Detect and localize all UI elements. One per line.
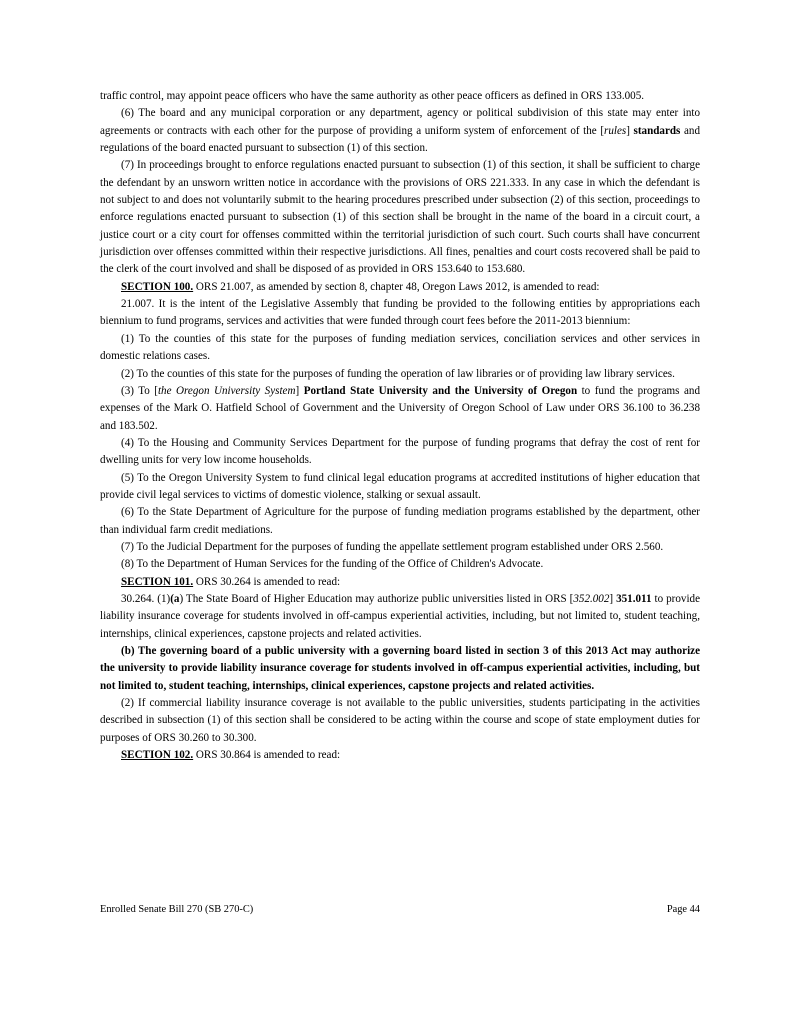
text-run: (7) In proceedings brought to enforce regulations enacted pursuant to subsection (1) of this section, it shall be sufficient to charge the defendant by an unsworn written notice in accordance with the provisions of ORS 221.333. In any case in which the defendant is not subject to and does not voluntarily submit to the hearing procedures prescribed under subsection (2) of this section, proceedings to enforce regulations enacted pursuant to subsection (1) of this section shall be brought in the name of the board in a circuit court, a justice court or a city court for offenses committed within the territorial jurisdiction of such court. Such courts shall have concurrent jurisdiction over offenses committed within their respective jurisdictions. All fines, penalties and court costs recovered shall be paid to the clerk of the court involved and shall be disposed of as provided in ORS 153.640 to 153.680.	[100, 159, 700, 276]
paragraph-p-21-007-1	[100, 331, 700, 366]
paragraph-p-section-100	[100, 279, 700, 296]
text-run: (1) To the counties of this state for the purposes of funding mediation services, conciliation services and other services in domestic relations cases.	[100, 332, 700, 363]
paragraph-p-30-264-2	[100, 695, 700, 747]
section-heading: SECTION 101.	[121, 575, 194, 588]
paragraph-p-21-007-4	[100, 435, 700, 470]
paragraph-p-traffic-control	[100, 88, 700, 105]
text-run: (8) To the Department of Human Services for the funding of the Office of Children's Advocate.	[121, 558, 544, 571]
text-run: (5) To the Oregon University System to fund clinical legal education programs at accredited institutions of higher education that provide civil legal services to victims of domestic violence, stalking or sexual assault.	[100, 471, 700, 501]
text-run: 30.264. (1)	[121, 592, 171, 605]
text-run: ]	[609, 592, 617, 605]
text-run: traffic control, may appoint peace officers who have the same authority as other peace officers as defined in ORS 133.005.	[100, 90, 645, 102]
text-run: (6) The board and any municipal corporation or any department, agency or political subdivision of this state may enter into agreements or contracts with each other for the purpose of providing a uniform system of enforcement of the [	[100, 107, 700, 137]
text-run: 21.007. It is the intent of the Legislative Assembly that funding be provided to the following entities by appropriations each biennium to fund programs, services and activities that were funded through court fees before the 2011-2013 biennium:	[100, 298, 700, 328]
paragraph-p-section-102	[100, 747, 700, 764]
footer-page-number: Page 44	[666, 904, 700, 915]
italic-run: 352.002	[573, 592, 610, 605]
text-run: ]	[626, 124, 634, 137]
text-run: and regulations of the board enacted pursuant to subsection (1) of this section.	[100, 124, 700, 155]
paragraph-p-subsection-7-proceedings	[100, 157, 700, 278]
text-run: ]	[295, 384, 304, 397]
section-heading: SECTION 102.	[121, 749, 194, 762]
text-run: (2) To the counties of this state for the purposes of funding the operation of law libraries or of providing law library services.	[121, 367, 675, 380]
paragraph-p-21-007	[100, 296, 700, 331]
text-run: ORS 21.007, as amended by section 8, chapter 48, Oregon Laws 2012, is amended to read:	[193, 280, 600, 293]
italic-run: rules	[604, 124, 627, 137]
paragraph-p-21-007-2	[100, 366, 700, 383]
text-run: (3) To [	[121, 384, 158, 397]
paragraph-p-21-007-3	[100, 383, 700, 435]
text-run: (7) To the Judicial Department for the purposes of funding the appellate settlement program established under ORS 2.560.	[121, 540, 664, 553]
paragraph-p-21-007-7	[100, 539, 700, 556]
bold-run: Portland State University and the University of Oregon	[303, 384, 578, 397]
footer-bill-title: Enrolled Senate Bill 270 (SB 270-C)	[100, 904, 254, 915]
text-run: (2) If commercial liability insurance coverage is not available to the public universities, students participating in the activities described in subsection (1) of this section shall be considered to be acting within the course and scope of state employment duties for purposes of ORS 30.260 to 30.300.	[100, 697, 700, 744]
text-run: to fund the programs and expenses of the Mark O. Hatfield School of Government and the University of Oregon School of Law under ORS 36.100 to 36.238 and 183.502.	[100, 384, 700, 432]
bold-run: standards	[633, 124, 681, 137]
paragraph-p-21-007-5	[100, 470, 700, 505]
paragraph-p-30-264-1b	[100, 643, 700, 695]
section-heading: SECTION 100.	[121, 280, 194, 293]
text-run: ) The State Board of Higher Education may authorize public universities listed in ORS [	[179, 592, 574, 605]
paragraph-p-21-007-8	[100, 556, 700, 573]
italic-run: the Oregon University System	[157, 384, 296, 397]
page-footer	[100, 904, 700, 915]
bold-run: 351.011	[616, 592, 652, 605]
paragraph-p-section-101	[100, 574, 700, 591]
bold-run: (b) The governing board of a public university with a governing board listed in section 3 of this 2013 Act may authorize the university to provide liability insurance coverage for students involved in off-campus experiential activities, including, but not limited to, student teaching, internships, clinical experiences, capstone projects and related activities.	[100, 645, 700, 692]
paragraph-p-30-264-1a	[100, 591, 700, 643]
text-run: (6) To the State Department of Agriculture for the purpose of funding mediation programs established by the department, other than individual farm credit mediations.	[100, 506, 700, 536]
paragraph-p-subsection-6-board	[100, 105, 700, 157]
text-run: ORS 30.864 is amended to read:	[193, 749, 341, 762]
text-run: (4) To the Housing and Community Services Department for the purpose of funding programs that defray the cost of rent for dwelling units for very low income households.	[100, 436, 700, 467]
paragraph-p-21-007-6	[100, 504, 700, 539]
document-body	[100, 88, 700, 764]
bold-run: (a	[170, 592, 180, 605]
text-run: to provide liability insurance coverage for students involved in off-campus experiential activities, including, but not limited to, student teaching, internships, clinical experiences, capstone projects and related activities.	[100, 592, 700, 640]
text-run: ORS 30.264 is amended to read:	[193, 575, 341, 588]
